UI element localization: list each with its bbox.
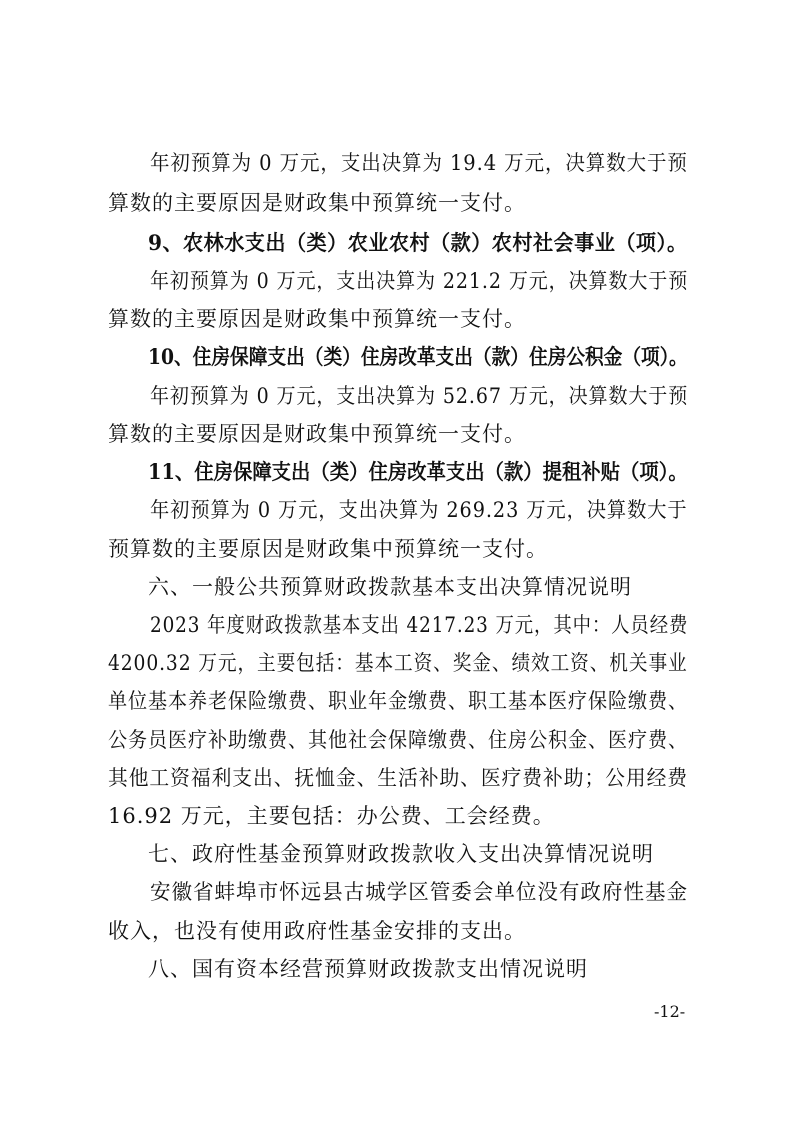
paragraph-line: 安徽省蚌埠市怀远县古城学区管委会单位没有政府性基金: [150, 880, 689, 904]
paragraph-line: 收入，也没有使用政府性基金安排的支出。: [108, 919, 526, 943]
paragraph-line: 算数的主要原因是财政集中预算统一支付。: [108, 307, 526, 331]
paragraph-line: 年初预算为 0 万元，支出决算为 269.23 万元，决算数大于: [150, 498, 688, 522]
paragraph-line: 算数的主要原因是财政集中预算统一支付。: [108, 191, 526, 215]
paragraph-line: 2023 年度财政拨款基本支出 4217.23 万元，其中：人员经费: [150, 613, 689, 637]
paragraph-line: 年初预算为 0 万元，支出决算为 221.2 万元，决算数大于预: [150, 269, 689, 293]
paragraph-line: 单位基本养老保险缴费、职业年金缴费、职工基本医疗保险缴费、: [108, 689, 689, 713]
section-heading: 七、政府性基金预算财政拨款收入支出决算情况说明: [148, 842, 654, 866]
paragraph-line: 算数的主要原因是财政集中预算统一支付。: [108, 422, 526, 446]
paragraph-line: 公务员医疗补助缴费、其他社会保障缴费、住房公积金、医疗费、: [108, 728, 689, 752]
section-heading: 10、住房保障支出（类）住房改革支出（款）住房公积金（项）。: [148, 344, 688, 369]
paragraph-line: 4200.32 万元，主要包括：基本工资、奖金、绩效工资、机关事业: [108, 651, 688, 675]
section-heading: 六、一般公共预算财政拨款基本支出决算情况说明: [148, 575, 632, 599]
section-heading: 八、国有资本经营预算财政拨款支出情况说明: [148, 957, 588, 981]
paragraph-line: 其他工资福利支出、抚恤金、生活补助、医疗费补助；公用经费: [108, 766, 689, 790]
section-heading: 11、住房保障支出（类）住房改革支出（款）提租补贴（项）。: [148, 459, 688, 484]
section-heading: 9、农林水支出（类）农业农村（款）农村社会事业（项）。: [148, 230, 688, 255]
paragraph-line: 16.92 万元，主要包括：办公费、工会经费。: [108, 804, 555, 828]
paragraph-line: 预算数的主要原因是财政集中预算统一支付。: [108, 537, 548, 561]
paragraph-line: 年初预算为 0 万元，支出决算为 52.67 万元，决算数大于预: [150, 384, 689, 408]
page-number: -12-: [654, 1002, 686, 1021]
paragraph-line: 年初预算为 0 万元，支出决算为 19.4 万元，决算数大于预: [150, 151, 688, 175]
